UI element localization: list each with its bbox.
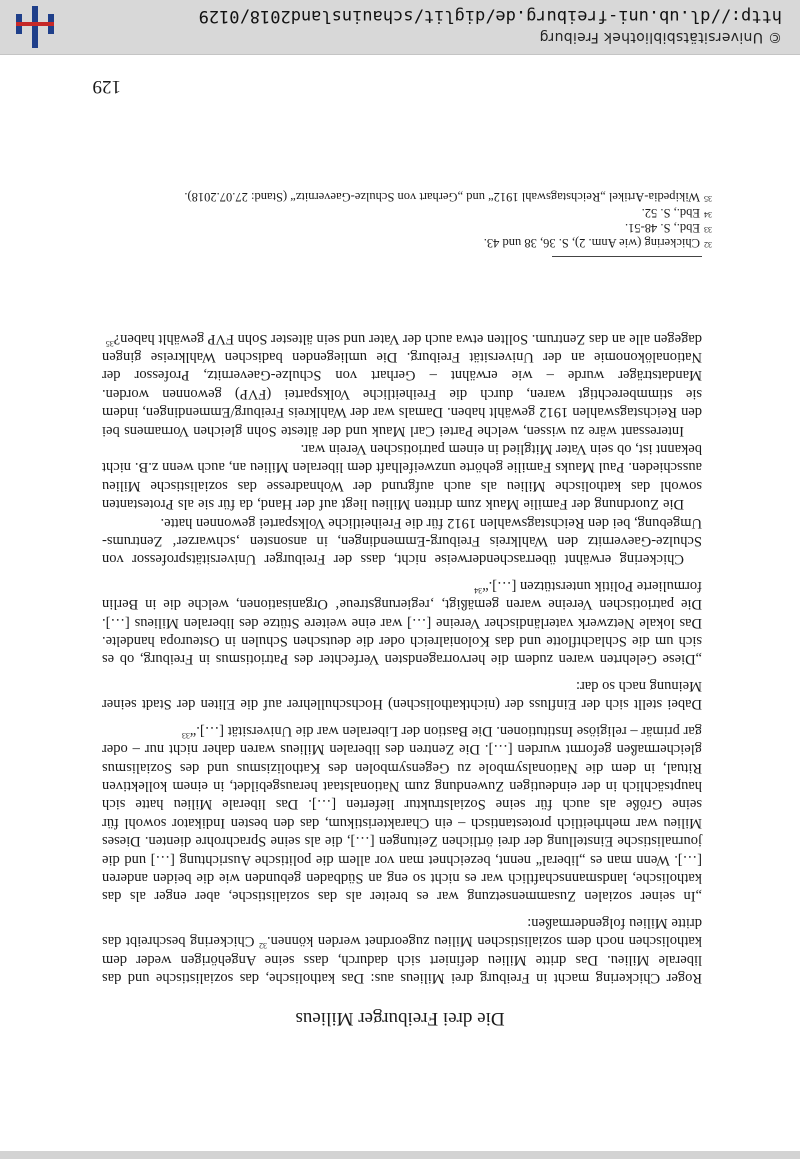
university-library-logo-icon bbox=[12, 4, 58, 50]
footnote: 32 Chickering (wie Anm. 2), S. 36, 38 und 43. bbox=[483, 236, 712, 250]
paragraph: Interessant wäre zu wissen, welche Partei Carl Mauk und der älteste Sohn gleichen Vornamens bei den Reichstagswahlen 1912 gewählt haben. Damals war der Wahlkreis Freiburg/Emmendingen, indem sie stimmberechtigt waren, durch die Freiheitliche Volkspartei (FVP) gewonnen worden. Mandatsträger wurde – wie erwähnt – Gerhart von Schulze-Gaevernitz, Professor der Nationalökonomie an der Universität Freiburg. Die umliegenden badischen Wahlkreise gingen dagegen alle an das Zentrum. Sollten etwa auch der Vater und sein ältester Sohn FVP gewählt haben?$^{35}$ bbox=[102, 330, 702, 439]
page-number: 129 bbox=[92, 76, 121, 97]
section-heading: Die drei Freiburger Milieus bbox=[295, 1008, 505, 1029]
block-quote: „Diese Gelehrten waren zudem die hervorragendsten Verfechter des Patriotismus in Freiburg, ob es sich um die Schlachtflotte und das Kolonialreich oder die deutschen Schulen in Osteuropa handelte. Das lokale Netzwerk vaterländischer Vereine […] war eine weitere Stütze des liberalen Milieus […]. Die patriotischen Vereine waren gemäßigt, ‚regierungstreue‘ Organisationen, welche die in Berlin formulierte Politik unterstützen […].“$^{34}$ bbox=[102, 577, 702, 668]
source-bar bbox=[0, 0, 800, 55]
body-text bbox=[102, 329, 702, 987]
block-quote: „In seiner sozialen Zusammensetzung war es breiter als das sozialistische, aber enger als das katholische, landsmannschaftlich war es nicht so eng an Südbaden gebunden wie die beiden anderen […]. Wenn man es „liberal“ nennt, bezeichnet man vor allem die politische Ausrichtung […] und die journalistische Einstellung der drei örtlichen Zeitungen […], die als seine Sprachrohre dienten. Dieses Milieu war mehrheitlich protestantisch – ein Charakteristikum, das den besten Indikator sowohl für seine Größe als auch für seine Sozialstruktur lieferten […]. Das liberale Milieu hatte sich hauptsächlich in der eindeutigen Zuwendung zum Nationalstaat herausgebildet, in einem kollektiven Ritual, in dem die Nationalsymbole zu Gegensymbolen des Katholizismus und des Sozialismus gleichermaßen geformt wurden […]. Die Zentren des liberalen Milieus waren daher nicht nur – oder gar primär – religiöse Institutionen. Die Bastion der Liberalen war die Universität […].“$^{33}$ bbox=[102, 722, 702, 905]
bottom-edge-bar bbox=[0, 1151, 800, 1159]
source-link[interactable]: http://dl.ub.uni-freiburg.de/diglit/schauinsland2018/0129 bbox=[198, 6, 782, 26]
paragraph: Die Zuordnung der Familie Mauk zum dritten Milieu liegt auf der Hand, da für sie als Protestanten sowohl das katholische Milieu als auch aufgrund der Wohnadresse das sozialistische Milieu ausschieden. Paul Mauks Familie gehörte unzweifelhaft dem liberalen Milieu an, auch wenn z.B. nicht bekannt ist, ob sein Vater Mitglied in einem patriotischen Verein war. bbox=[102, 441, 702, 513]
paragraph: Dabei stellt sich der Einfluss der (nichtkatholischen) Hochschullehrer auf die Eliten der Stadt seiner Meinung nach so dar: bbox=[102, 677, 702, 713]
footnote: 35 Wikipedia-Artikel „Reichstagswahl 1912“ und „Gerhart von Schulze-Gaevernitz“ (Stand: 27.07.2018). bbox=[184, 190, 712, 205]
copyright-credit: © Universitätsbibliothek Freiburg bbox=[539, 29, 782, 45]
paragraph: Chickering erwähnt überraschenderweise nicht, dass der Freiburger Universitätsprofessor von Schulze-Gaevernitz den Wahlkreis Freiburg-Emmendingen, in ansonsten ‚schwarzer‘ Zentrums-Umgebung, bei den Reichstagswahlen 1912 für die Freiheitliche Volkspartei gewonnen hatte. bbox=[102, 514, 702, 568]
footnotes bbox=[102, 189, 712, 257]
footnote-rule bbox=[552, 256, 702, 257]
footnote: 34 Ebd., S. 52. bbox=[641, 205, 712, 220]
paragraph: Roger Chickering macht in Freiburg drei Milieus aus: Das katholische, das sozialistische und das liberale Milieu. Das dritte Milieu definiert sich dadurch, dass seine Angehörigen weder dem katholischen noch dem sozialistischen Milieu zugeordnet werden können.$^{32}$ Chickering beschreibt das dritte Milieu folgendermaßen: bbox=[101, 914, 702, 986]
footnote: 33 Ebd., S. 48-51. bbox=[625, 220, 712, 235]
